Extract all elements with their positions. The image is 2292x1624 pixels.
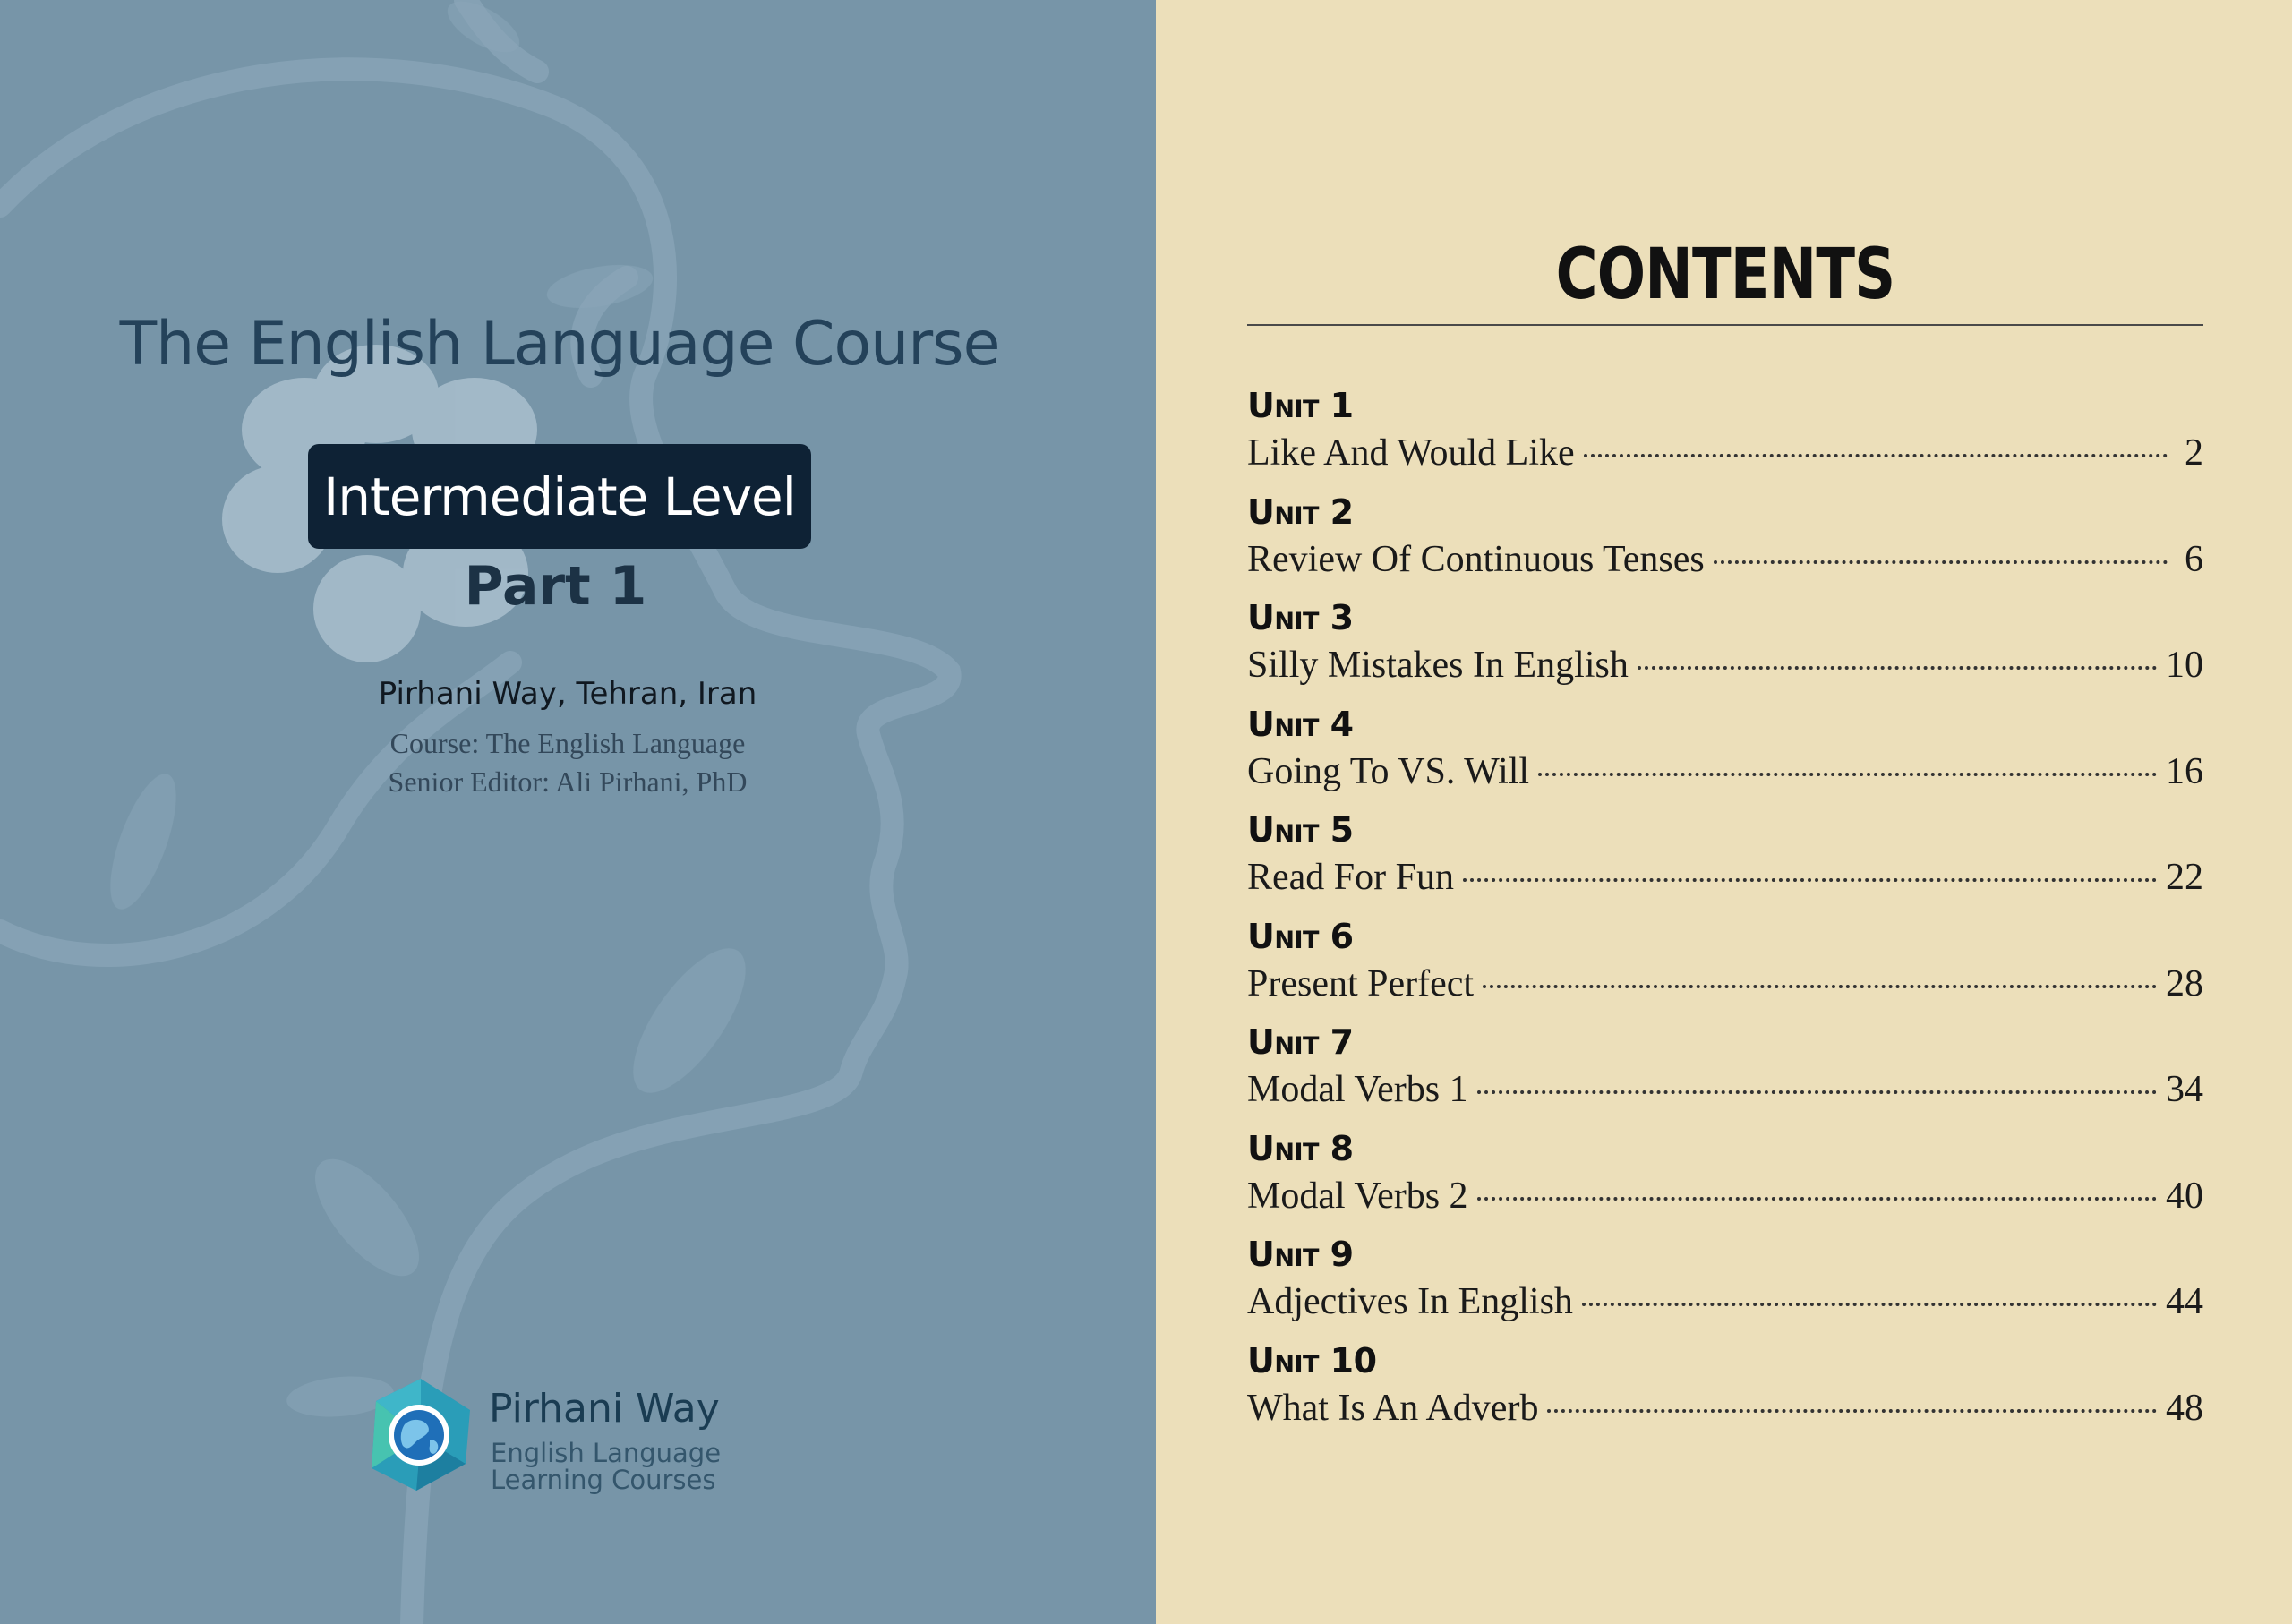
course-title: The English Language Course xyxy=(119,309,1000,380)
toc-entry[interactable] xyxy=(1247,491,2203,598)
table-of-contents xyxy=(1247,385,2203,1446)
toc-title: Modal Verbs 2 xyxy=(1247,1175,1468,1217)
unit-label: Unit 8 xyxy=(1247,1128,1354,1168)
unit-label: Unit 4 xyxy=(1247,704,1354,744)
dot-leader xyxy=(1477,1090,2157,1094)
unit-label: Unit 6 xyxy=(1247,916,1354,956)
toc-page-number: 48 xyxy=(2166,1387,2203,1429)
toc-page-number: 16 xyxy=(2166,750,2203,792)
toc-title: Modal Verbs 1 xyxy=(1247,1069,1468,1110)
unit-label: Unit 5 xyxy=(1247,810,1354,850)
toc-entry[interactable] xyxy=(1247,916,2203,1022)
toc-title: Read For Fun xyxy=(1247,857,1454,898)
toc-page-number: 44 xyxy=(2166,1281,2203,1322)
logo-tagline: English Language xyxy=(491,1438,722,1468)
toc-entry[interactable] xyxy=(1247,1234,2203,1340)
dot-leader xyxy=(1483,985,2157,988)
part-label: Part 1 xyxy=(464,555,647,618)
toc-entry[interactable] xyxy=(1247,1128,2203,1235)
unit-label: Unit 3 xyxy=(1247,598,1354,637)
editor-line: Senior Editor: Ali Pirhani, PhD xyxy=(388,765,748,798)
unit-label: Unit 1 xyxy=(1247,386,1354,425)
toc-title: Silly Mistakes In English xyxy=(1247,645,1629,686)
dot-leader xyxy=(1584,454,2168,457)
toc-page-number: 22 xyxy=(2166,857,2203,898)
toc-title: Like And Would Like xyxy=(1247,432,1575,474)
unit-label: Unit 7 xyxy=(1247,1022,1354,1062)
dot-leader xyxy=(1638,666,2157,670)
toc-page-number: 40 xyxy=(2166,1175,2203,1217)
toc-line xyxy=(1247,959,2203,1009)
contents-heading: CONTENTS xyxy=(1555,235,1895,315)
contents-page xyxy=(1156,0,2292,1624)
toc-entry[interactable] xyxy=(1247,1021,2203,1128)
logo-name: Pirhani Way xyxy=(489,1386,720,1432)
toc-line xyxy=(1247,1383,2203,1433)
toc-line xyxy=(1247,1277,2203,1327)
unit-label: Unit 2 xyxy=(1247,491,1354,532)
dot-leader xyxy=(1547,1409,2157,1413)
toc-line xyxy=(1247,640,2203,690)
globe-logo-icon xyxy=(358,1374,479,1495)
heading-divider xyxy=(1247,324,2203,326)
publisher-line: Pirhani Way, Tehran, Iran xyxy=(378,676,757,712)
toc-entry[interactable] xyxy=(1247,704,2203,810)
dot-leader xyxy=(1582,1303,2157,1306)
toc-page-number: 28 xyxy=(2166,962,2203,1004)
toc-line xyxy=(1247,852,2203,902)
toc-entry[interactable] xyxy=(1247,385,2203,491)
logo-tagline: Learning Courses xyxy=(491,1465,716,1495)
dot-leader xyxy=(1477,1197,2157,1201)
dot-leader xyxy=(1463,878,2157,882)
course-line: Course: The English Language xyxy=(389,727,746,759)
toc-title: Going To VS. Will xyxy=(1247,750,1530,792)
toc-page-number: 2 xyxy=(2185,432,2203,474)
unit-label: Unit 10 xyxy=(1247,1340,1377,1380)
toc-line xyxy=(1247,1171,2203,1221)
unit-label: Unit 9 xyxy=(1247,1235,1354,1274)
toc-title: What Is An Adverb xyxy=(1247,1387,1539,1429)
toc-entry[interactable] xyxy=(1247,1340,2203,1447)
toc-title: Adjectives In English xyxy=(1247,1281,1573,1322)
toc-line xyxy=(1247,428,2203,478)
toc-line xyxy=(1247,747,2203,797)
toc-page-number: 34 xyxy=(2166,1069,2203,1110)
toc-page-number: 10 xyxy=(2166,645,2203,686)
toc-page-number: 6 xyxy=(2185,538,2203,580)
toc-line xyxy=(1247,1064,2203,1115)
dot-leader xyxy=(1714,560,2168,564)
toc-entry[interactable] xyxy=(1247,809,2203,916)
toc-title: Present Perfect xyxy=(1247,962,1475,1004)
toc-title: Review Of Continuous Tenses xyxy=(1247,538,1705,580)
level-badge: Intermediate Level xyxy=(308,444,811,549)
toc-line xyxy=(1247,534,2203,585)
dot-leader xyxy=(1538,773,2157,776)
toc-entry[interactable] xyxy=(1247,597,2203,704)
